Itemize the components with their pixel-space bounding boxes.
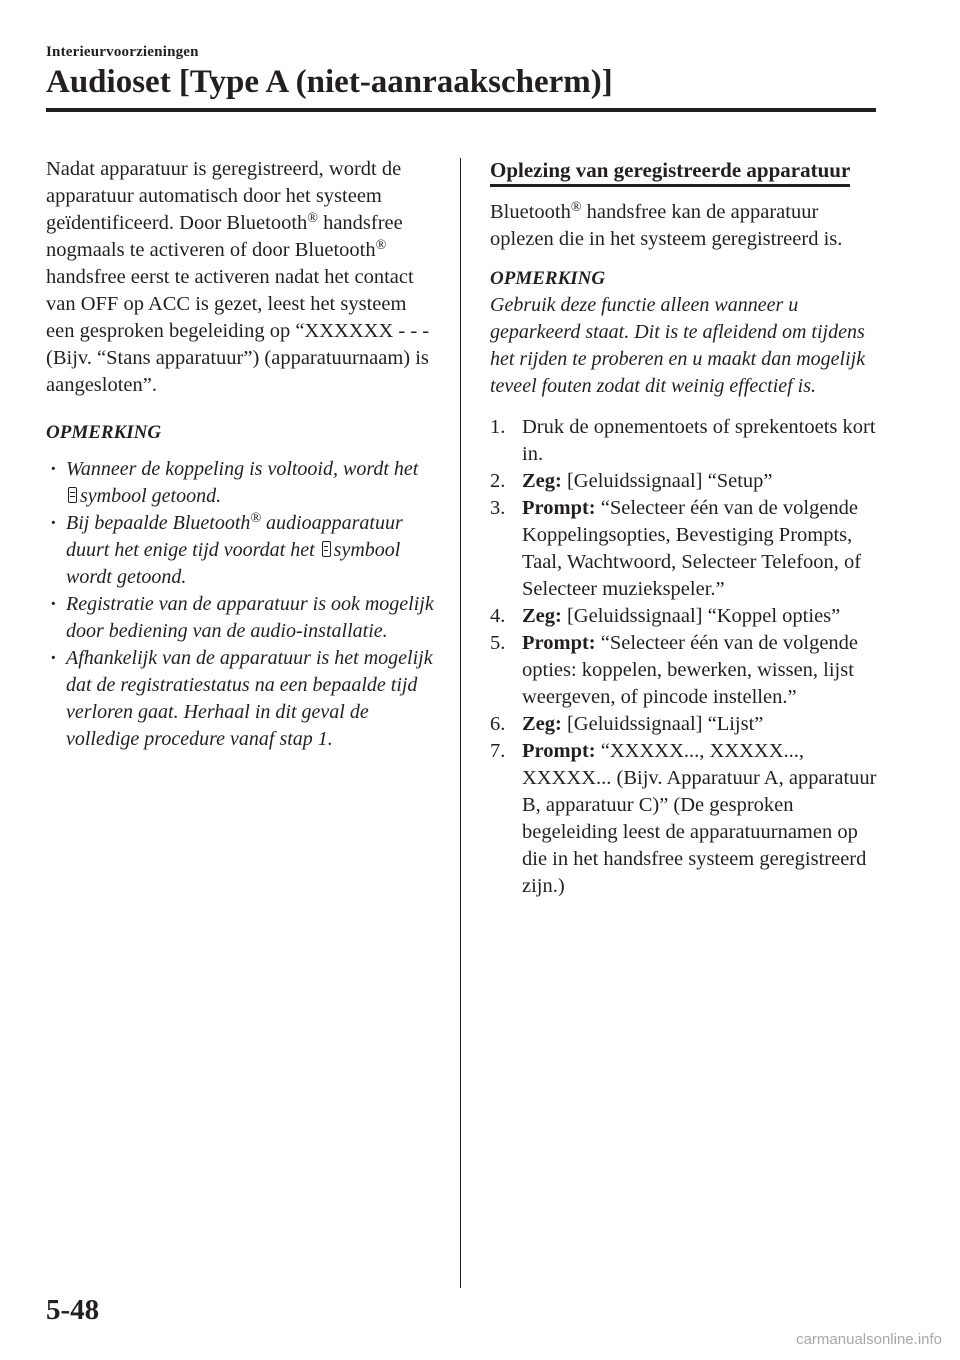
note-item: · Bij bepaalde Bluetooth® audioapparatuur duurt het enige tijd voordat het symbool wordt getoond.: [46, 510, 436, 591]
left-column: [46, 156, 436, 753]
subheading: Oplezing van geregistreerde apparatuur: [490, 156, 850, 187]
step-item: 2. Zeg: [Geluidssignaal] “Setup”: [490, 470, 773, 492]
note-heading: OPMERKING: [490, 268, 606, 289]
right-intro: Bluetooth® handsfree kan de apparatuur oplezen die in het systeem geregistreerd is.: [490, 200, 843, 250]
right-column: [490, 156, 880, 900]
step-item: 5. Prompt: “Selecteer één van de volgende opties: koppelen, bewerken, wissen, lijst weergeven, of pincode instellen.”: [490, 632, 859, 708]
note-paragraph: Gebruik deze functie alleen wanneer u geparkeerd staat. Dit is te afleidend om tijdens het rijden te proberen en u maakt dan mogelijk teveel fouten zodat dit weinig effectief is.: [490, 294, 866, 397]
step-item: 1. Druk de opnementoets of sprekentoets kort in.: [490, 416, 876, 465]
section-label: Interieurvoorzieningen: [46, 44, 199, 60]
note-item: · Registratie van de apparatuur is ook mogelijk door bediening van de audio-installatie.: [46, 591, 436, 645]
watermark: carmanualsonline.info: [796, 1331, 942, 1348]
step-item: 7. Prompt: “XXXXX..., XXXXX..., XXXXX... (Bijv. Apparatuur A, apparatuur B, apparatuur C)” (De gesproken begeleiding leest de apparatuurnamen op die in het handsfree systeem geregistreerd zijn.): [490, 740, 877, 897]
note-list: [46, 456, 436, 753]
step-item: 4. Zeg: [Geluidssignaal] “Koppel opties”: [490, 605, 841, 627]
page-number: 5-48: [46, 1294, 100, 1326]
bluetooth-connected-phone-icon: [322, 541, 331, 557]
step-item: 3. Prompt: “Selecteer één van de volgende Koppelingsopties, Bevestiging Prompts, Taal, Wachtwoord, Selecteer Telefoon, of Selecteer muziekspeler.”: [490, 497, 862, 600]
step-item: 6. Zeg: [Geluidssignaal] “Lijst”: [490, 713, 764, 735]
title-rule: [46, 108, 876, 112]
note-item: · Afhankelijk van de apparatuur is het mogelijk dat de registratiestatus na een bepaalde tijd verloren gaat. Herhaal in dit geval de volledige procedure vanaf stap 1.: [46, 645, 436, 753]
intro-paragraph: Nadat apparatuur is geregistreerd, wordt de apparatuur automatisch door het systeem geïdentificeerd. Door Bluetooth® handsfree nogmaals te activeren of door Bluetooth® handsfree eerst te activeren nadat het contact van OFF op ACC is gezet, leest het systeem een gesproken begeleiding op “XXXXXX - - - (Bijv. “Stans apparatuur”) (apparatuurnaam) is aangesloten”.: [46, 158, 430, 396]
column-divider: [460, 158, 461, 1288]
bluetooth-connected-phone-icon: [68, 487, 77, 503]
note-item: · Wanneer de koppeling is voltooid, wordt het symbool getoond.: [46, 456, 436, 510]
page-title: Audioset [Type A (niet-aanraakscherm)]: [46, 64, 613, 100]
steps-list: [490, 414, 880, 900]
note-heading: OPMERKING: [46, 422, 162, 443]
